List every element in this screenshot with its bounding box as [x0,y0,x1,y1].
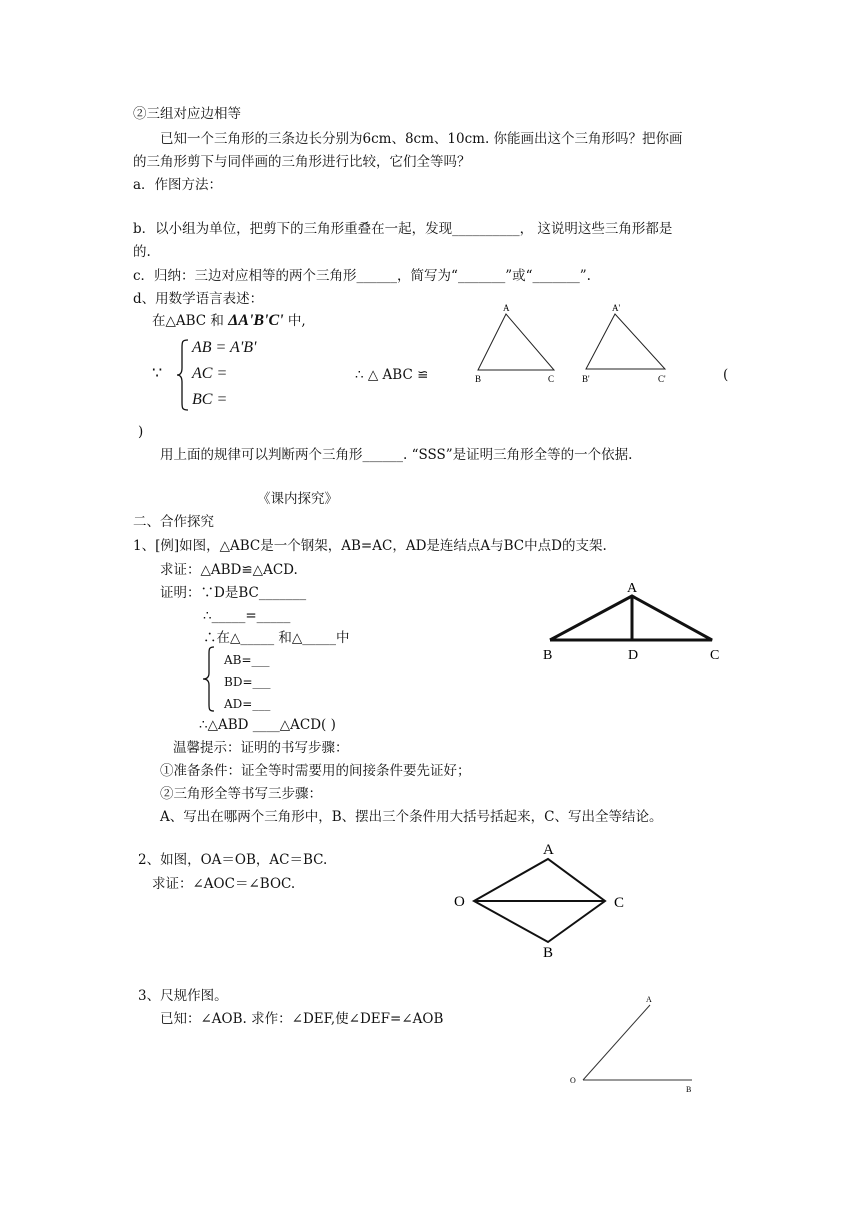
ex2-label-c: C [614,895,625,911]
ex1-label-a: A [627,581,638,596]
triangle-abc-prime-figure [580,300,690,390]
item-c: c．归纳：三边对应相等的两个三角形______，简写为“_______”或“_______”. [133,268,591,284]
ex1-proof-end: ∴△ABD ____△ACD( ) [199,717,336,733]
ex1-statement: 1、[例]如图，△ABC是一个钢架，AB=AC，AD是连结点A与BC中点D的支架. [133,538,607,554]
tri1-label-a: A [503,303,510,313]
condition-ab: AB = A'B' [192,339,257,356]
in-tri-prime: ΔA'B'C' [228,312,284,329]
problem-line-2: 的三角形剪下与同伴画的三角形进行比较，它们全等吗？ [133,154,471,170]
ex1-cond-ad: AD=___ [224,697,271,711]
ex1-cond-ab: AB=___ [224,653,270,667]
ex1-label-c: C [710,648,720,663]
in-triangle-line [152,312,306,330]
item-b-line-2: 的. [133,244,151,260]
ex3-label-b: B [686,1085,692,1094]
item-a: a．作图方法： [133,177,223,193]
ex2-statement: 2、如图，OA＝OB，AC＝BC. [138,852,328,868]
tip-2: ②三角形全等书写三步骤： [160,786,322,802]
sss-conclusion: 用上面的规律可以判断两个三角形______. “SSS”是证明三角形全等的一个依据. [160,447,633,463]
angle-aob-figure [565,990,705,1100]
tri2-label-a: A' [612,303,621,313]
part-2-title: 二、合作探究 [133,514,214,530]
ex1-label-d: D [628,648,639,663]
tri2-label-b: B' [582,374,590,384]
kite-figure [450,838,640,963]
therefore-congruent: ∴ △ ABC ≌ [355,367,429,383]
triangle-abc-figure [470,300,580,390]
left-brace-1 [176,338,190,412]
condition-ac: AC = [192,365,228,382]
item-d: d、用数学语言表述： [133,291,264,307]
tip-3: A、写出在哪两个三角形中，B、摆出三个条件用大括号括起来，C、写出全等结论。 [160,809,663,825]
condition-bc: BC = [192,391,228,408]
problem-line-1: 已知一个三角形的三条边长分别为6cm、8cm、10cm. 你能画出这个三角形吗？把你画 [160,131,683,147]
ex1-prove: 求证：△ABD≌△ACD. [160,562,298,578]
section-title: 《课内探究》 [257,491,338,507]
ex2-label-b: B [543,945,554,961]
steel-frame-figure [540,578,730,668]
ex1-proof-3: ∴在△_____ 和△_____中 [203,630,350,646]
item-b-line-1: b．以小组为单位，把剪下的三角形重叠在一起，发现__________， 这说明这些三角形都是 [133,221,673,237]
sss-heading: ②三组对应边相等 [133,106,241,122]
tri1-label-c: C [548,374,555,384]
ex3-statement: 3、尺规作图。 [138,988,228,1004]
ex1-cond-bd: BD=___ [224,675,271,689]
tri1-label-b: B [475,374,482,384]
ex2-prove: 求证：∠AOC＝∠BOC. [152,876,296,892]
ex3-label-a: A [646,995,652,1004]
in-tri-prefix: 在△ABC 和 [152,313,224,329]
because-symbol: ∵ [152,363,163,382]
ex1-proof-2: ∴_____=_____ [203,608,291,624]
ex2-label-a: A [543,842,554,858]
tri2-label-c: C' [658,374,666,384]
tip-title: 温馨提示：证明的书写步骤： [173,740,349,756]
left-brace-2 [202,645,216,713]
reason-paren-close: ) [138,424,144,440]
ex1-label-b: B [543,648,553,663]
ex2-label-o: O [454,894,465,910]
tip-1: ①准备条件：证全等时需要用的间接条件要先证好； [160,763,471,779]
reason-paren-open: ( [723,367,729,383]
in-tri-suffix: 中, [287,313,306,329]
ex1-proof-1: 证明：∵D是BC_______ [160,585,307,601]
ex3-label-o: O [570,1076,576,1085]
ex3-given: 已知：∠AOB. 求作：∠DEF,使∠DEF=∠AOB [160,1011,444,1027]
